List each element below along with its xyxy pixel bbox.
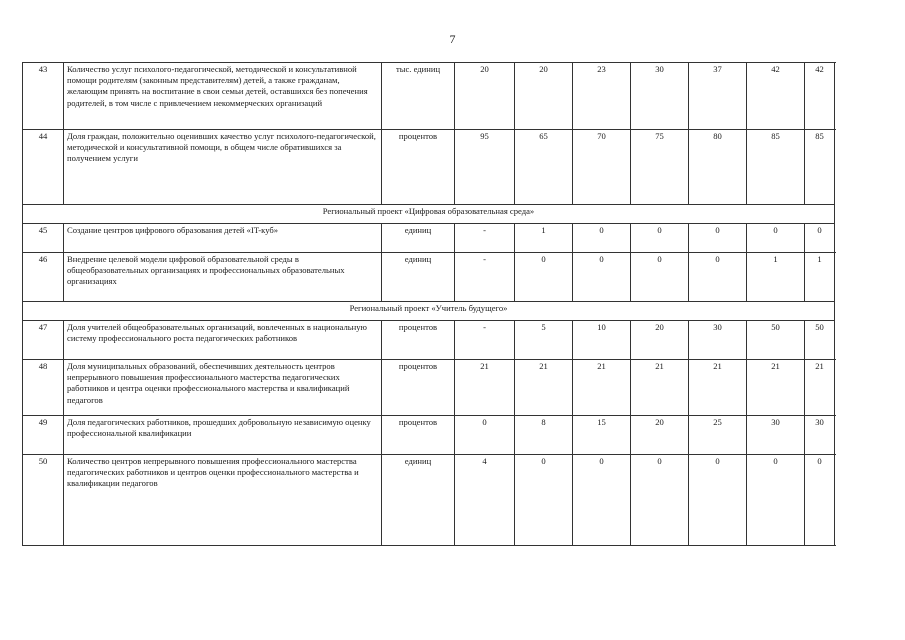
value-cell: - <box>455 321 515 360</box>
section-row <box>23 205 835 224</box>
value-cell: 8 <box>515 416 573 455</box>
indicator-name: Создание центров цифрового образования детей «IT-куб» <box>64 224 382 253</box>
value-cell: 0 <box>689 253 747 302</box>
value-cell: 85 <box>747 130 805 205</box>
unit-cell: единиц <box>382 253 455 302</box>
value-cell: 21 <box>631 360 689 416</box>
row-number: 44 <box>23 130 64 205</box>
value-cell: 42 <box>805 63 835 130</box>
unit-cell: процентов <box>382 416 455 455</box>
value-cell: 0 <box>455 416 515 455</box>
value-cell: 0 <box>747 224 805 253</box>
value-cell: 5 <box>515 321 573 360</box>
value-cell: 21 <box>515 360 573 416</box>
indicator-name: Количество услуг психолого-педагогической, методической и консультативной помощи родителям (законным представителям) детей, а также гражданам, желающим принять на воспитание в свои семьи детей, оставшихся без попечения родителей, в том числе с привлечением некоммерческих организаций <box>64 63 382 130</box>
value-cell: 95 <box>455 130 515 205</box>
value-cell: 30 <box>631 63 689 130</box>
value-cell: 21 <box>747 360 805 416</box>
value-cell: 75 <box>631 130 689 205</box>
value-cell: 0 <box>515 253 573 302</box>
value-cell: 0 <box>573 253 631 302</box>
value-cell: 21 <box>573 360 631 416</box>
value-cell: 20 <box>455 63 515 130</box>
value-cell: 70 <box>573 130 631 205</box>
value-cell: 65 <box>515 130 573 205</box>
row-number: 49 <box>23 416 64 455</box>
value-cell: 0 <box>631 253 689 302</box>
value-cell: 30 <box>689 321 747 360</box>
value-cell: 0 <box>805 455 835 546</box>
value-cell: 0 <box>631 455 689 546</box>
value-cell: 1 <box>805 253 835 302</box>
value-cell: 20 <box>515 63 573 130</box>
value-cell: - <box>455 253 515 302</box>
value-cell: 23 <box>573 63 631 130</box>
row-number: 43 <box>23 63 64 130</box>
value-cell: 0 <box>689 224 747 253</box>
value-cell: 0 <box>631 224 689 253</box>
value-cell: 25 <box>689 416 747 455</box>
unit-cell: процентов <box>382 130 455 205</box>
row-number: 47 <box>23 321 64 360</box>
unit-cell: процентов <box>382 321 455 360</box>
value-cell: 15 <box>573 416 631 455</box>
unit-cell: тыс. единиц <box>382 63 455 130</box>
value-cell: 1 <box>515 224 573 253</box>
value-cell: 50 <box>747 321 805 360</box>
table-row <box>23 455 835 546</box>
section-title: Региональный проект «Цифровая образовательная среда» <box>23 205 835 224</box>
section-row <box>23 302 835 321</box>
value-cell: 4 <box>455 455 515 546</box>
value-cell: 30 <box>747 416 805 455</box>
table-row <box>23 360 835 416</box>
value-cell: 0 <box>689 455 747 546</box>
table-row <box>23 63 835 130</box>
table-row <box>23 416 835 455</box>
unit-cell: единиц <box>382 455 455 546</box>
table-row <box>23 130 835 205</box>
value-cell: 0 <box>573 224 631 253</box>
indicator-name: Доля учителей общеобразовательных организаций, вовлеченных в национальную систему профессионального роста педагогических работников <box>64 321 382 360</box>
indicators-table <box>22 62 835 546</box>
row-number: 45 <box>23 224 64 253</box>
indicator-name: Доля муниципальных образований, обеспечивших деятельность центров непрерывного повышения профессионального мастерства педагогических работников и центра оценки профессионального мастерства и квалификаций педагогов <box>64 360 382 416</box>
value-cell: 0 <box>805 224 835 253</box>
value-cell: 85 <box>805 130 835 205</box>
unit-cell: единиц <box>382 224 455 253</box>
value-cell: 1 <box>747 253 805 302</box>
value-cell: - <box>455 224 515 253</box>
indicator-name: Доля граждан, положительно оценивших качество услуг психолого-педагогической, методической и консультативной помощи, в общем числе обратившихся за получением услуги <box>64 130 382 205</box>
unit-cell: процентов <box>382 360 455 416</box>
value-cell: 21 <box>455 360 515 416</box>
indicator-name: Количество центров непрерывного повышения профессионального мастерства педагогических работников и центров оценки профессионального мастерства и квалификации педагогов <box>64 455 382 546</box>
value-cell: 0 <box>573 455 631 546</box>
row-number: 48 <box>23 360 64 416</box>
value-cell: 0 <box>747 455 805 546</box>
value-cell: 0 <box>515 455 573 546</box>
value-cell: 50 <box>805 321 835 360</box>
value-cell: 80 <box>689 130 747 205</box>
table-row <box>23 253 835 302</box>
value-cell: 21 <box>805 360 835 416</box>
indicator-name: Доля педагогических работников, прошедших добровольную независимую оценку профессиональной квалификации <box>64 416 382 455</box>
value-cell: 42 <box>747 63 805 130</box>
value-cell: 30 <box>805 416 835 455</box>
value-cell: 20 <box>631 321 689 360</box>
indicator-name: Внедрение целевой модели цифровой образовательной среды в общеобразовательных организациях и профессиональных образовательных организациях <box>64 253 382 302</box>
page-number: 7 <box>449 32 456 46</box>
row-number: 46 <box>23 253 64 302</box>
value-cell: 37 <box>689 63 747 130</box>
table-row <box>23 321 835 360</box>
table-row <box>23 224 835 253</box>
value-cell: 20 <box>631 416 689 455</box>
row-number: 50 <box>23 455 64 546</box>
value-cell: 10 <box>573 321 631 360</box>
value-cell: 21 <box>689 360 747 416</box>
section-title: Региональный проект «Учитель будущего» <box>23 302 835 321</box>
